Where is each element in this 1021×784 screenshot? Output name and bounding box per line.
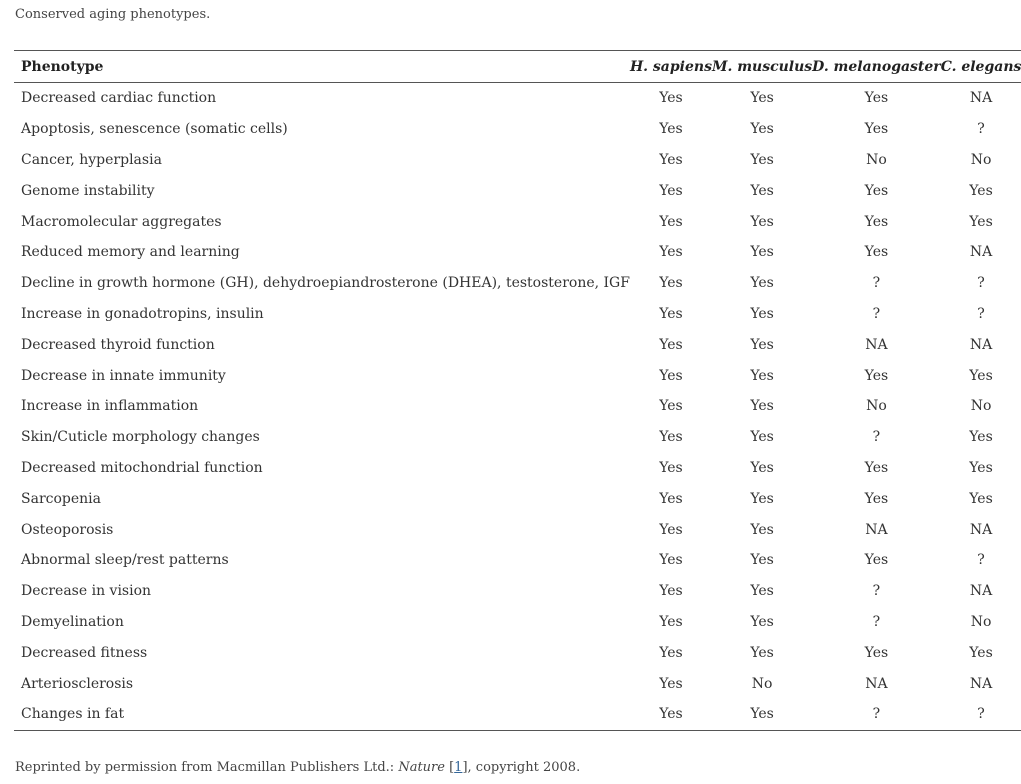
footer-ref-close: ], copyright 2008. [462, 760, 581, 775]
cell-c-elegans: ? [977, 552, 985, 569]
cell-c-elegans: ? [977, 121, 985, 138]
cell-c-elegans: ? [977, 706, 985, 723]
table-row [14, 545, 1021, 576]
cell-c-elegans: Yes [969, 182, 993, 199]
cell-phenotype: Decreased fitness [21, 644, 148, 661]
cell-c-elegans: Yes [969, 459, 993, 476]
cell-phenotype: Increase in gonadotropins, insulin [21, 305, 264, 322]
cell-h-sapiens: Yes [659, 244, 683, 261]
cell-phenotype: Osteoporosis [21, 521, 114, 538]
cell-h-sapiens: Yes [659, 398, 683, 415]
cell-phenotype: Abnormal sleep/rest patterns [21, 552, 229, 569]
table-body [14, 83, 1021, 731]
cell-phenotype: Decrease in innate immunity [21, 367, 226, 384]
cell-h-sapiens: Yes [659, 675, 683, 692]
table-row [14, 668, 1021, 699]
cell-h-sapiens: Yes [659, 521, 683, 538]
cell-d-melanogaster: ? [872, 429, 881, 446]
cell-d-melanogaster: NA [865, 336, 888, 353]
reference-link[interactable]: 1 [454, 760, 463, 775]
table-row [14, 329, 1021, 360]
footer-ref-open: [ [444, 760, 455, 775]
cell-c-elegans: NA [969, 336, 993, 353]
cell-h-sapiens: Yes [659, 182, 683, 199]
cell-d-melanogaster: Yes [864, 644, 889, 661]
cell-d-melanogaster: ? [872, 583, 881, 600]
cell-c-elegans: ? [977, 275, 985, 292]
table-row [14, 699, 1021, 730]
cell-m-musculus: No [751, 675, 773, 692]
aging-phenotypes-table [14, 50, 1021, 731]
cell-m-musculus: Yes [750, 305, 774, 322]
cell-m-musculus: Yes [750, 459, 774, 476]
cell-m-musculus: Yes [750, 121, 774, 138]
cell-phenotype: Decreased cardiac function [21, 90, 217, 107]
cell-m-musculus: Yes [750, 244, 774, 261]
cell-h-sapiens: Yes [659, 459, 683, 476]
cell-h-sapiens: Yes [659, 121, 683, 138]
permission-footer [15, 760, 580, 775]
cell-phenotype: Macromolecular aggregates [21, 213, 222, 230]
header-phenotype: Phenotype [21, 58, 104, 75]
cell-d-melanogaster: Yes [864, 244, 889, 261]
cell-m-musculus: Yes [750, 367, 774, 384]
cell-d-melanogaster: Yes [864, 90, 889, 107]
table-row [14, 83, 1021, 114]
cell-phenotype: Changes in fat [21, 706, 125, 723]
header-m-musculus: M. musculus [711, 58, 813, 75]
table-row [14, 453, 1021, 484]
cell-phenotype: Decreased thyroid function [21, 336, 215, 353]
cell-m-musculus: Yes [750, 583, 774, 600]
cell-c-elegans: Yes [969, 213, 993, 230]
cell-h-sapiens: Yes [659, 552, 683, 569]
cell-phenotype: Decrease in vision [21, 583, 152, 600]
cell-m-musculus: Yes [750, 182, 774, 199]
cell-phenotype: Increase in inflammation [21, 398, 199, 415]
cell-c-elegans: No [970, 151, 992, 168]
cell-c-elegans: Yes [969, 367, 993, 384]
cell-phenotype: Genome instability [21, 182, 155, 199]
cell-h-sapiens: Yes [659, 583, 683, 600]
cell-d-melanogaster: No [866, 398, 887, 415]
cell-h-sapiens: Yes [659, 490, 683, 507]
cell-phenotype: Decreased mitochondrial function [21, 459, 263, 476]
table-row [14, 268, 1021, 299]
table-row [14, 637, 1021, 668]
table-caption: Conserved aging phenotypes. [15, 7, 211, 22]
table-row [14, 206, 1021, 237]
cell-m-musculus: Yes [750, 490, 774, 507]
cell-phenotype: Sarcopenia [21, 490, 101, 507]
cell-m-musculus: Yes [750, 706, 774, 723]
cell-phenotype: Apoptosis, senescence (somatic cells) [21, 121, 288, 138]
cell-c-elegans: NA [969, 90, 993, 107]
cell-d-melanogaster: Yes [864, 182, 889, 199]
cell-h-sapiens: Yes [659, 613, 683, 630]
header-d-melanogaster: D. melanogaster [812, 58, 941, 75]
cell-m-musculus: Yes [750, 90, 774, 107]
cell-h-sapiens: Yes [659, 429, 683, 446]
cell-h-sapiens: Yes [659, 151, 683, 168]
table-row [14, 607, 1021, 638]
cell-c-elegans: ? [977, 305, 985, 322]
cell-m-musculus: Yes [750, 644, 774, 661]
footer-journal: Nature [398, 760, 445, 775]
cell-m-musculus: Yes [750, 151, 774, 168]
table-row [14, 514, 1021, 545]
cell-d-melanogaster: NA [865, 521, 888, 538]
table-row [14, 114, 1021, 145]
table-row [14, 422, 1021, 453]
cell-m-musculus: Yes [750, 336, 774, 353]
cell-m-musculus: Yes [750, 521, 774, 538]
cell-h-sapiens: Yes [659, 336, 683, 353]
cell-d-melanogaster: ? [872, 706, 881, 723]
cell-c-elegans: NA [969, 244, 993, 261]
cell-d-melanogaster: ? [872, 275, 881, 292]
table-row [14, 175, 1021, 206]
header-h-sapiens: H. sapiens [629, 58, 712, 75]
cell-c-elegans: Yes [969, 429, 993, 446]
cell-phenotype: Reduced memory and learning [21, 244, 240, 261]
cell-d-melanogaster: Yes [864, 552, 889, 569]
cell-d-melanogaster: Yes [864, 490, 889, 507]
table-row [14, 299, 1021, 330]
cell-c-elegans: Yes [969, 644, 993, 661]
table-row [14, 360, 1021, 391]
header-c-elegans: C. elegans [940, 58, 1021, 75]
cell-h-sapiens: Yes [659, 90, 683, 107]
cell-d-melanogaster: Yes [864, 459, 889, 476]
cell-m-musculus: Yes [750, 213, 774, 230]
cell-h-sapiens: Yes [659, 706, 683, 723]
footer-prefix: Reprinted by permission from Macmillan Publishers Ltd.: [15, 760, 399, 775]
cell-h-sapiens: Yes [659, 275, 683, 292]
cell-m-musculus: Yes [750, 275, 774, 292]
cell-phenotype: Arteriosclerosis [21, 675, 134, 692]
cell-d-melanogaster: Yes [864, 121, 889, 138]
cell-d-melanogaster: NA [865, 675, 888, 692]
cell-d-melanogaster: Yes [864, 367, 889, 384]
cell-m-musculus: Yes [750, 398, 774, 415]
cell-c-elegans: NA [969, 521, 993, 538]
cell-m-musculus: Yes [750, 613, 774, 630]
table-header-row [14, 51, 1021, 83]
cell-c-elegans: Yes [969, 490, 993, 507]
cell-d-melanogaster: No [866, 151, 887, 168]
cell-h-sapiens: Yes [659, 213, 683, 230]
cell-d-melanogaster: Yes [864, 213, 889, 230]
cell-d-melanogaster: ? [872, 305, 881, 322]
cell-m-musculus: Yes [750, 552, 774, 569]
cell-c-elegans: No [970, 613, 992, 630]
cell-m-musculus: Yes [750, 429, 774, 446]
cell-h-sapiens: Yes [659, 644, 683, 661]
cell-c-elegans: NA [969, 675, 993, 692]
table-row [14, 391, 1021, 422]
table-row [14, 483, 1021, 514]
table-row [14, 237, 1021, 268]
cell-phenotype: Decline in growth hormone (GH), dehydroepiandrosterone (DHEA), testosterone, IGF [21, 275, 630, 292]
cell-c-elegans: NA [969, 583, 993, 600]
table-row [14, 576, 1021, 607]
cell-c-elegans: No [970, 398, 992, 415]
cell-d-melanogaster: ? [872, 613, 881, 630]
cell-phenotype: Cancer, hyperplasia [21, 151, 162, 168]
cell-h-sapiens: Yes [659, 367, 683, 384]
cell-phenotype: Demyelination [21, 613, 124, 630]
table-row [14, 145, 1021, 176]
cell-phenotype: Skin/Cuticle morphology changes [21, 429, 260, 446]
cell-h-sapiens: Yes [659, 305, 683, 322]
